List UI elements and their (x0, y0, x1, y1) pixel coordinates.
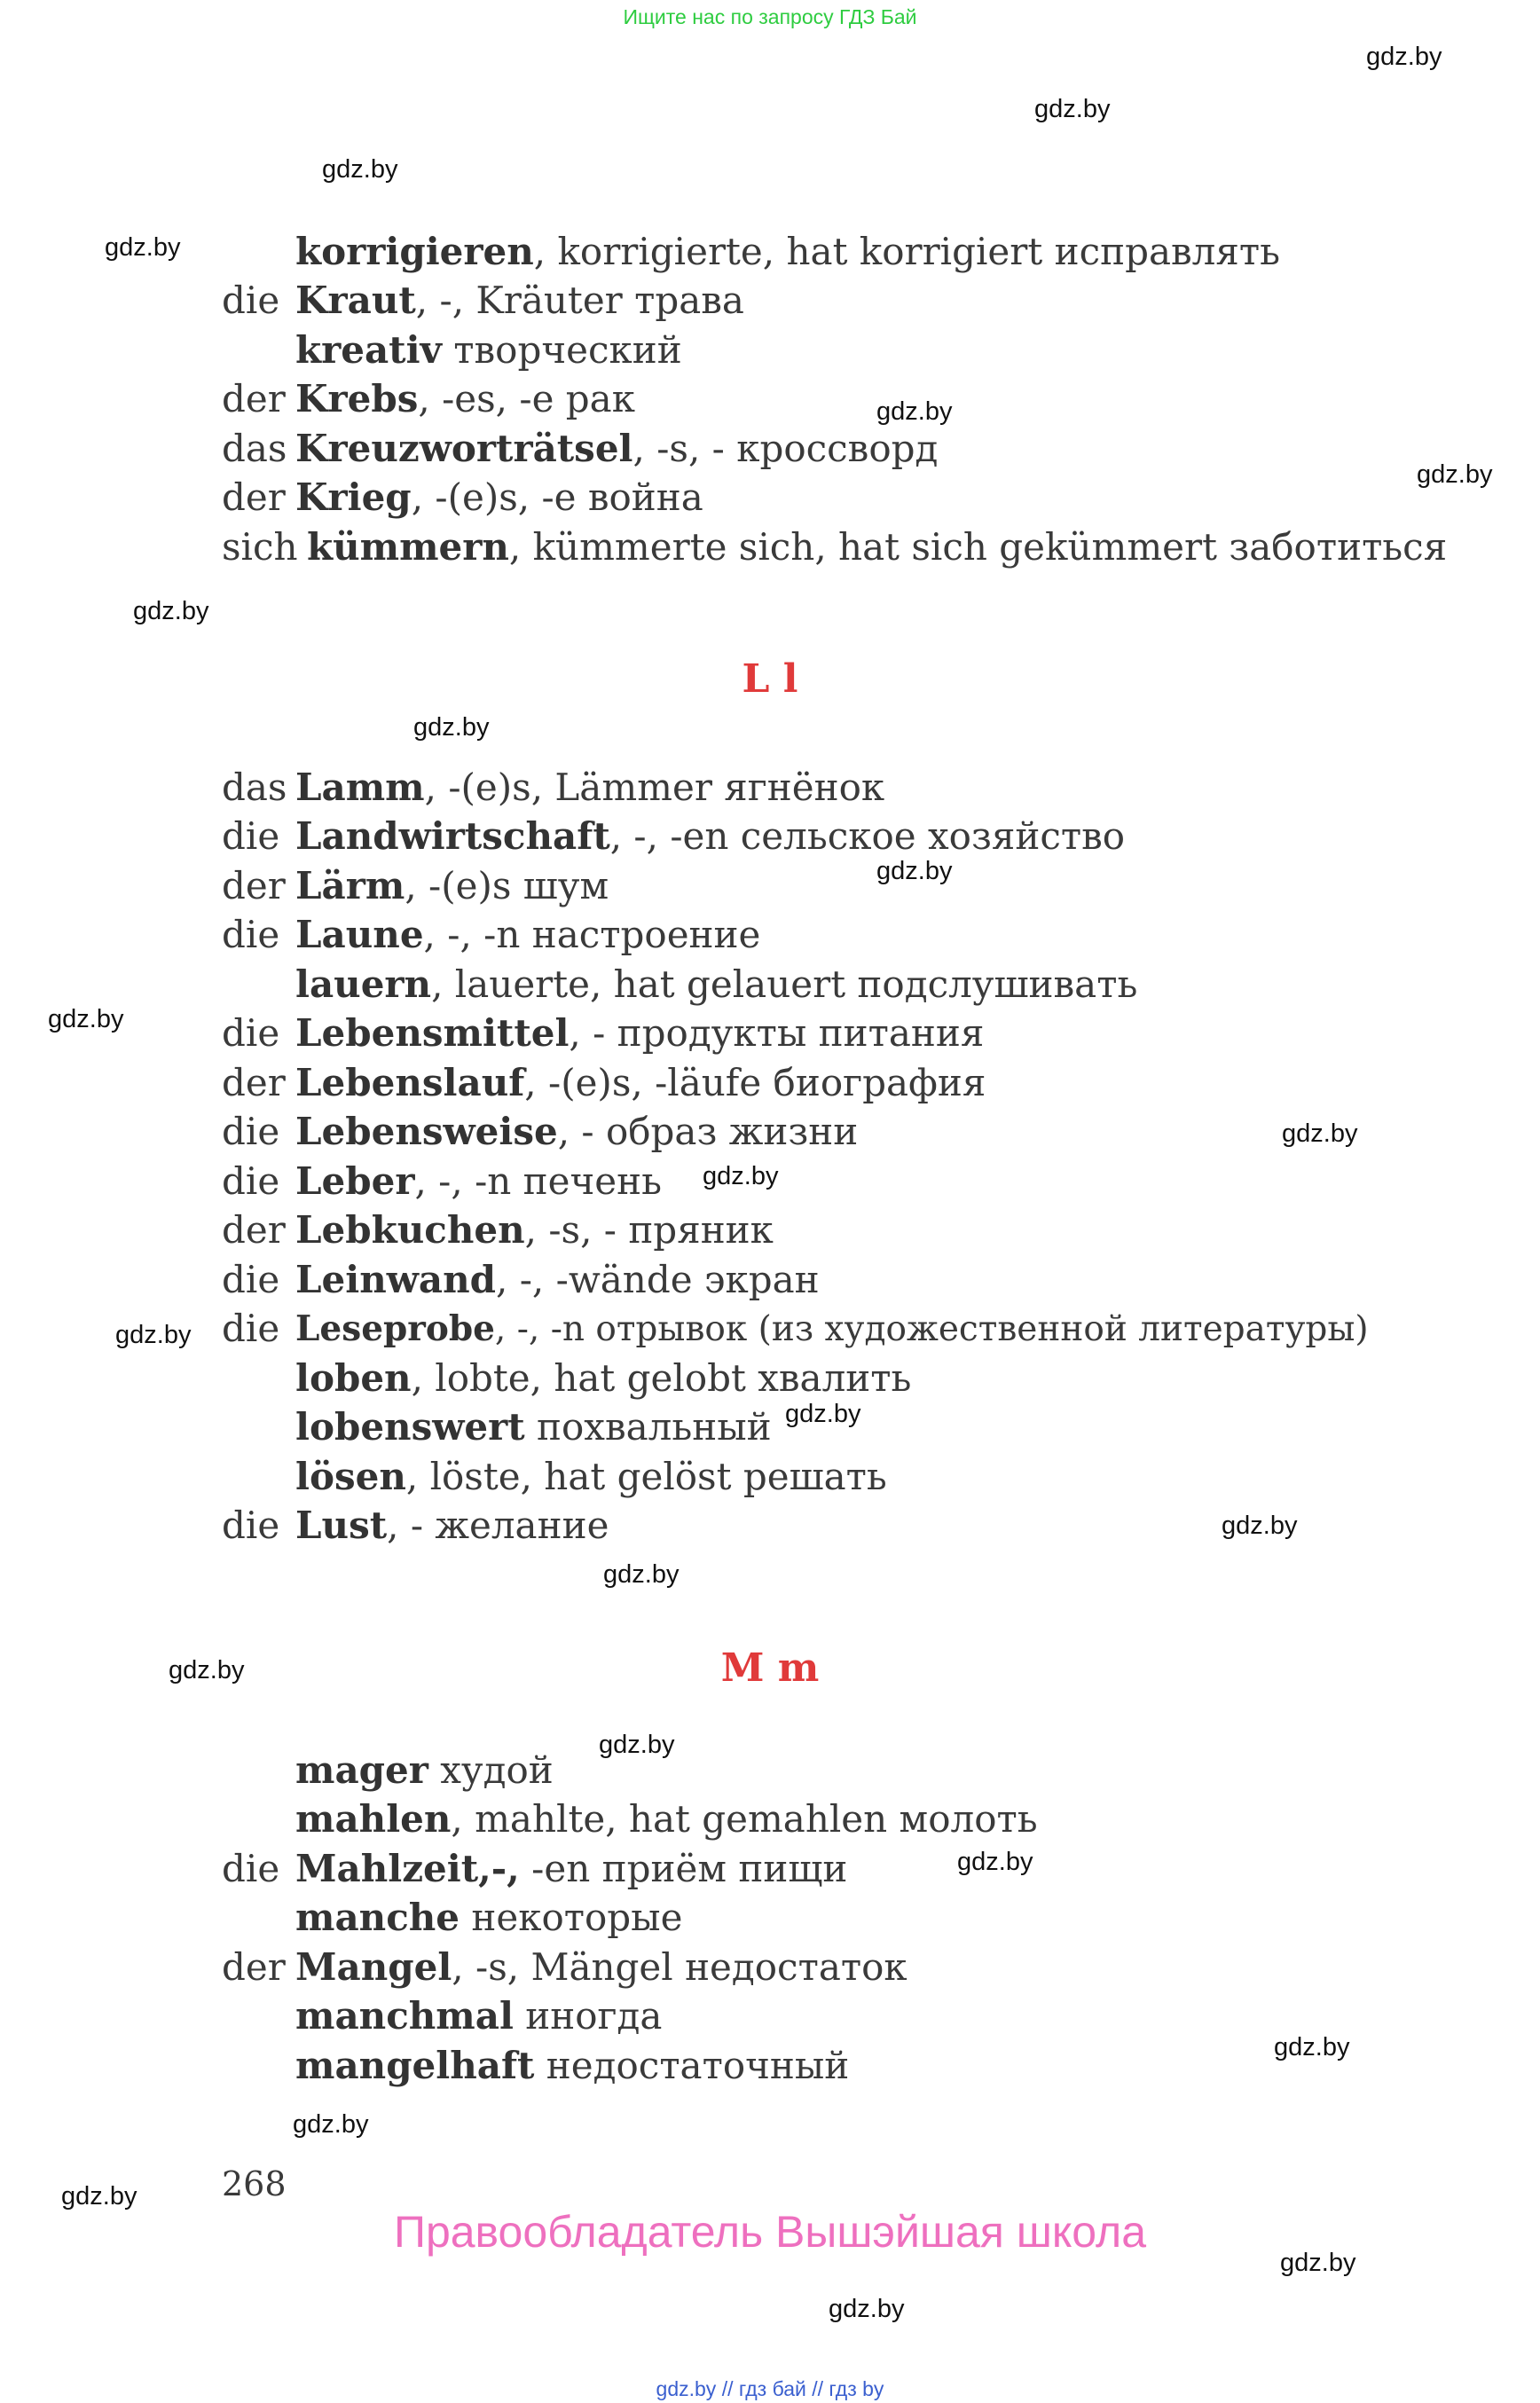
watermark: gdz.by (876, 397, 953, 426)
section-heading-l: L l (742, 656, 798, 702)
entry-lemma: Kraut (295, 279, 416, 322)
watermark: gdz.by (703, 1162, 779, 1190)
watermark: gdz.by (785, 1400, 861, 1428)
entry-article: die (222, 1258, 280, 1301)
watermark: gdz.by (1280, 2249, 1356, 2277)
entry-article: sich (222, 525, 298, 569)
entry-lemma: Laune (295, 913, 424, 956)
entry-definition: недостаточный (534, 2044, 850, 2087)
entry-definition: , - желание (387, 1504, 609, 1547)
entry-definition: , -, -n печень (414, 1159, 663, 1203)
entry-lemma: Kreuzworträtsel (295, 427, 633, 470)
page-number: 268 (222, 2164, 287, 2203)
entry-article: das (222, 427, 287, 470)
entry-definition: худой (428, 1748, 554, 1792)
watermark: gdz.by (115, 1321, 192, 1349)
entry-definition: , lobte, hat gelobt хвалить (411, 1356, 912, 1400)
entry-lemma: Lärm (295, 864, 405, 907)
entry-article: der (222, 1945, 286, 1989)
entry-article: der (222, 377, 286, 420)
entry-lemma: manchmal (295, 1994, 514, 2038)
entry-definition: , -, -n отрывок (из художественной литературы) (494, 1309, 1369, 1349)
entry-definition: -en приём пищи (519, 1847, 848, 1890)
entry-lemma: Krebs (295, 377, 419, 420)
entry-definition: похвальный (524, 1405, 772, 1449)
entry-lemma: lobenswert (295, 1405, 525, 1449)
watermark: gdz.by (1366, 43, 1442, 71)
entry-lemma: Leber (295, 1159, 415, 1203)
entry-definition: , korrigierte, hat korrigiert исправлять (533, 230, 1280, 273)
entry-lemma: mangelhaft (295, 2044, 535, 2087)
watermark: gdz.by (957, 1848, 1033, 1876)
entry-definition: , -s, - пряник (524, 1208, 774, 1252)
entry-lemma: kreativ (295, 328, 442, 372)
entry-definition: , -(e)s шум (405, 864, 609, 907)
top-banner: Ищите нас по запросу ГДЗ Бай (623, 5, 917, 28)
entry-article: der (222, 1208, 286, 1252)
entry-lemma: Leinwand (295, 1258, 497, 1301)
entry-article: die (222, 1011, 280, 1055)
entry-definition: , -s, - кроссворд (632, 427, 939, 470)
entry-definition: творческий (441, 328, 682, 372)
entry-definition: , -, -wände экран (496, 1258, 820, 1301)
entry-definition: , -es, -e рак (418, 377, 635, 420)
watermark: gdz.by (1034, 95, 1111, 123)
entry-article: die (222, 814, 280, 858)
entry-lemma: Lamm (295, 766, 425, 809)
watermark: gdz.by (169, 1656, 245, 1684)
entry-lemma: Lebkuchen (295, 1208, 525, 1252)
watermark: gdz.by (829, 2295, 905, 2323)
entry-definition: , löste, hat gelöst решать (405, 1455, 887, 1498)
entry-definition: , - продукты питания (569, 1011, 985, 1055)
watermark: gdz.by (61, 2182, 138, 2211)
entry-article: das (222, 766, 287, 809)
watermark: gdz.by (413, 713, 490, 742)
entry-article: der (222, 864, 286, 907)
entry-definition: , kümmerte sich, hat sich gekümmert заботиться (508, 525, 1448, 569)
entry-lemma: lösen (295, 1455, 406, 1498)
entry-article: die (222, 913, 280, 956)
entry-lemma: Lebensmittel (295, 1011, 570, 1055)
entry-definition: , -, -n настроение (423, 913, 761, 956)
entry-lemma: mahlen (295, 1797, 452, 1841)
entry-definition: некоторые (460, 1896, 683, 1939)
watermark: gdz.by (105, 233, 181, 262)
entry-definition: , -(e)s, -e война (411, 475, 703, 519)
entry-lemma: Landwirtschaft (295, 814, 610, 858)
entry-lemma: Krieg (295, 475, 412, 519)
entry-definition: , mahlte, hat gemahlen молоть (451, 1797, 1038, 1841)
watermark: gdz.by (1417, 460, 1493, 489)
watermark: gdz.by (1274, 2033, 1350, 2061)
entry-article: die (222, 1307, 280, 1350)
entry-article: die (222, 1159, 280, 1203)
entry-definition: , -(e)s, -läufe биография (524, 1061, 986, 1104)
entry-article: der (222, 1061, 286, 1104)
entry-definition: , -s, Mängel недостаток (452, 1945, 908, 1989)
entry-lemma: Lust (295, 1504, 388, 1547)
entry-definition: , - образ жизни (557, 1110, 859, 1153)
entry-article: die (222, 1504, 280, 1547)
entry-article: die (222, 1110, 280, 1153)
entry-definition: , -, -en сельское хозяйство (609, 814, 1126, 858)
entry-lemma: kümmern (307, 525, 509, 569)
copyright-notice: Правообладатель Вышэйшая школа (394, 2207, 1146, 2257)
watermark: gdz.by (876, 857, 953, 885)
entry-lemma: mager (295, 1748, 428, 1792)
entry-article: die (222, 279, 280, 322)
watermark: gdz.by (322, 155, 398, 184)
entry-lemma: Lebenslauf (295, 1061, 525, 1104)
entry-lemma: Leseprobe (295, 1308, 495, 1349)
entry-definition: , -, Kräuter трава (415, 279, 744, 322)
section-heading-m: M m (720, 1645, 820, 1691)
entry-lemma: Mahlzeit,-, (295, 1847, 520, 1890)
watermark: gdz.by (599, 1731, 675, 1759)
watermark: gdz.by (48, 1005, 124, 1033)
entry-article: der (222, 475, 286, 519)
entry-lemma: Lebensweise (295, 1110, 558, 1153)
entry-definition: , -(e)s, Lämmer ягнёнок (424, 766, 885, 809)
entry-definition: , lauerte, hat gelauert подслушивать (431, 962, 1138, 1006)
entry-lemma: Mangel (295, 1945, 452, 1989)
entry-lemma: manche (295, 1896, 460, 1939)
entry-lemma: loben (295, 1356, 412, 1400)
entry-lemma: lauern (295, 962, 432, 1006)
entry-lemma: korrigieren (295, 230, 534, 273)
watermark: gdz.by (133, 597, 209, 625)
watermark: gdz.by (1222, 1512, 1298, 1540)
watermark: gdz.by (293, 2110, 369, 2139)
watermark: gdz.by (1282, 1119, 1358, 1148)
entry-article: die (222, 1847, 280, 1890)
entry-definition: иногда (513, 1994, 663, 2038)
watermark: gdz.by (603, 1560, 680, 1589)
footer-links[interactable]: gdz.by // гдз бай // гдз by (656, 2377, 884, 2400)
